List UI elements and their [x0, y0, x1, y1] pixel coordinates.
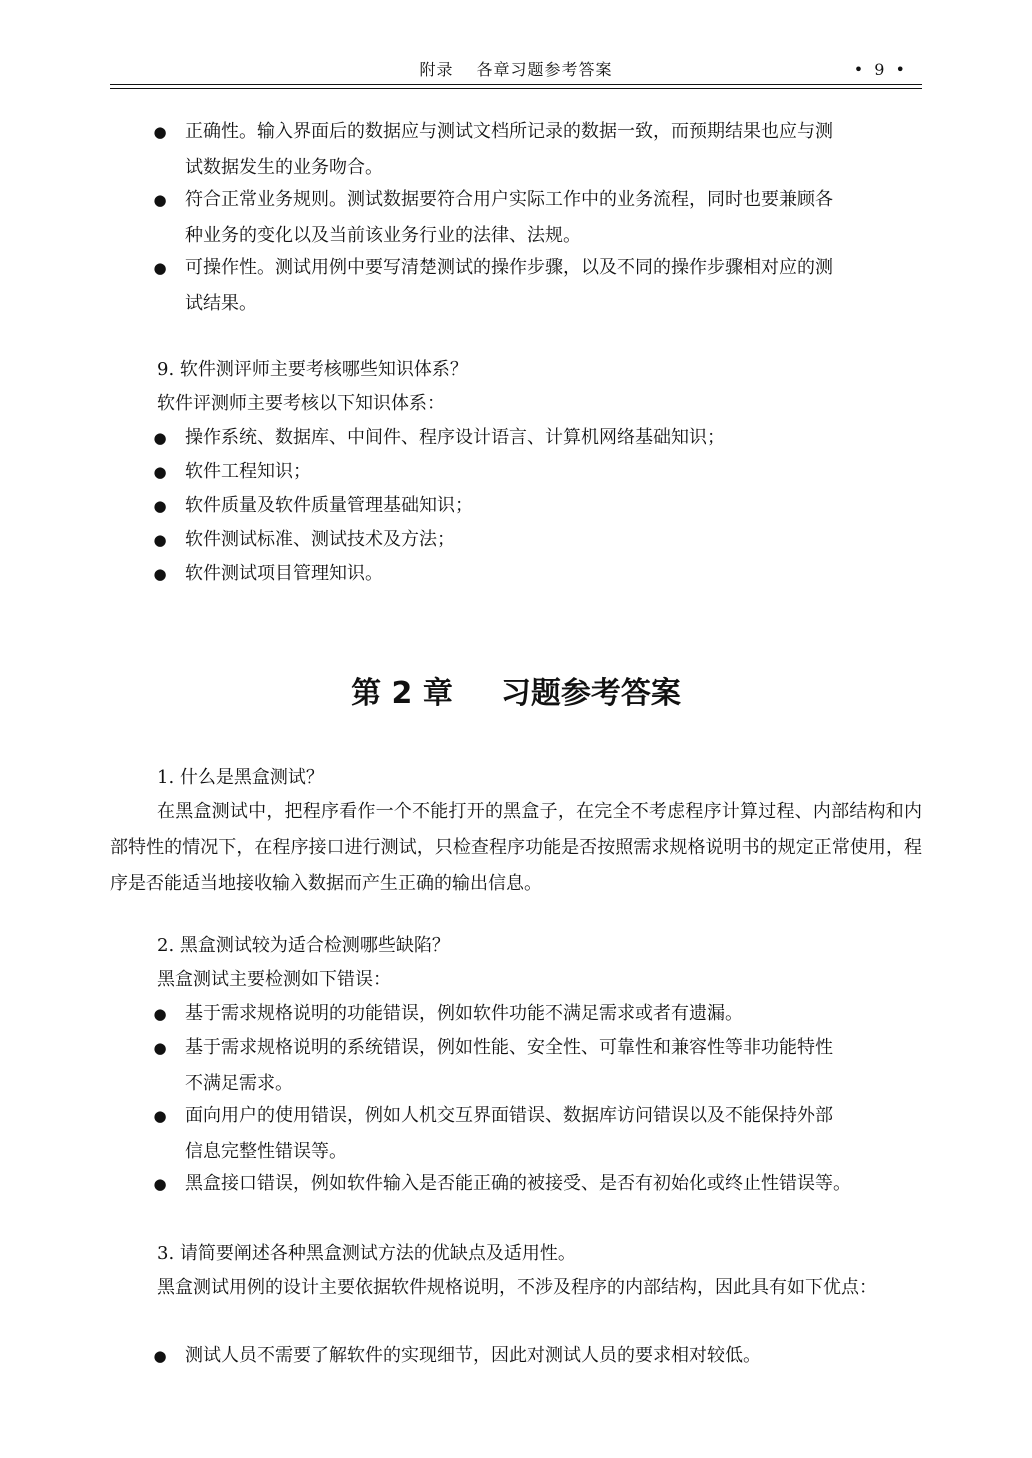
list-item — [150, 1338, 922, 1374]
bullet-icon: ● — [153, 1039, 167, 1057]
list-item-line: 正确性。输入界面后的数据应与测试文档所记录的数据一致，而预期结果也应与测 — [185, 121, 833, 142]
list-item — [150, 996, 922, 1032]
list-item-line: 符合正常业务规则。测试数据要符合用户实际工作中的业务流程，同时也要兼顾各 — [185, 189, 833, 210]
list-item-line: 软件测试项目管理知识。 — [185, 563, 383, 584]
answer-3: 黑盒测试用例的设计主要依据软件规格说明，不涉及程序的内部结构，因此具有如下优点： — [157, 1277, 877, 1298]
list-item — [150, 1098, 922, 1170]
bullet-icon: ● — [153, 191, 167, 209]
bullet-icon: ● — [153, 1005, 167, 1023]
list-item-line: 软件测试标准、测试技术及方法； — [185, 529, 455, 550]
bullet-icon: ● — [153, 565, 167, 583]
page-number: • 9 • — [853, 60, 908, 79]
list-item-line: 软件工程知识； — [185, 461, 311, 482]
bullet-icon: ● — [153, 1347, 167, 1365]
bullet-icon: ● — [153, 463, 167, 481]
header-rule-thin — [110, 88, 922, 89]
list-item-line: 面向用户的使用错误，例如人机交互界面错误、数据库访问错误以及不能保持外部 — [185, 1105, 833, 1126]
chapter-title: 习题参考答案 — [500, 676, 681, 711]
answer-9-intro: 软件评测师主要考核以下知识体系： — [157, 393, 445, 414]
list-item — [150, 522, 922, 558]
list-item — [150, 250, 922, 322]
list-item-line: 种业务的变化以及当前该业务行业的法律、法规。 — [185, 225, 581, 246]
question-1: 1. 什么是黑盒测试？ — [157, 767, 324, 788]
list-item — [150, 1030, 922, 1102]
bullet-icon: ● — [153, 531, 167, 549]
question-2: 2. 黑盒测试较为适合检测哪些缺陷？ — [157, 935, 450, 956]
chapter-heading — [0, 668, 1032, 720]
list-item-line: 黑盒接口错误，例如软件输入是否能正确的被接受、是否有初始化或终止性错误等。 — [185, 1173, 851, 1194]
question-3: 3. 请简要阐述各种黑盒测试方法的优缺点及适用性。 — [157, 1243, 576, 1264]
bullet-icon: ● — [153, 497, 167, 515]
list-item — [150, 182, 922, 254]
list-item-line: 不满足需求。 — [185, 1073, 293, 1094]
bullet-icon: ● — [153, 259, 167, 277]
list-item-line: 操作系统、数据库、中间件、程序设计语言、计算机网络基础知识； — [185, 427, 725, 448]
page-header — [110, 58, 922, 82]
list-item — [150, 556, 922, 592]
running-title: 附录 各章习题参考答案 — [419, 60, 613, 79]
list-item-line: 基于需求规格说明的系统错误，例如性能、安全性、可靠性和兼容性等非功能特性 — [185, 1037, 833, 1058]
list-item-line: 基于需求规格说明的功能错误，例如软件功能不满足需求或者有遗漏。 — [185, 1003, 743, 1024]
list-item-line: 软件质量及软件质量管理基础知识； — [185, 495, 473, 516]
bullet-icon: ● — [153, 1175, 167, 1193]
list-item — [150, 114, 922, 186]
chapter-label: 第 2 章 — [351, 676, 453, 711]
header-rule-thick — [110, 84, 922, 85]
bullet-icon: ● — [153, 1107, 167, 1125]
list-item — [150, 1166, 922, 1202]
list-item-line: 测试人员不需要了解软件的实现细节，因此对测试人员的要求相对较低。 — [185, 1345, 761, 1366]
list-item-line: 试结果。 — [185, 293, 257, 314]
answer-1: 在黑盒测试中，把程序看作一个不能打开的黑盒子，在完全不考虑程序计算过程、内部结构和内部特性的情况下，在程序接口进行测试，只检查程序功能是否按照需求规格说明书的规定正常使用，程序是否能适当地接收输入数据而产生正确的输出信息。 — [110, 801, 922, 894]
list-item — [150, 488, 922, 524]
list-item-line: 信息完整性错误等。 — [185, 1141, 347, 1162]
list-item-line: 试数据发生的业务吻合。 — [185, 157, 383, 178]
list-item — [150, 420, 922, 456]
bullet-icon: ● — [153, 429, 167, 447]
list-item-line: 可操作性。测试用例中要写清楚测试的操作步骤，以及不同的操作步骤相对应的测 — [185, 257, 833, 278]
answer-2-intro: 黑盒测试主要检测如下错误： — [157, 969, 391, 990]
list-item — [150, 454, 922, 490]
bullet-icon: ● — [153, 123, 167, 141]
question-9: 9. 软件测评师主要考核哪些知识体系？ — [157, 359, 468, 380]
